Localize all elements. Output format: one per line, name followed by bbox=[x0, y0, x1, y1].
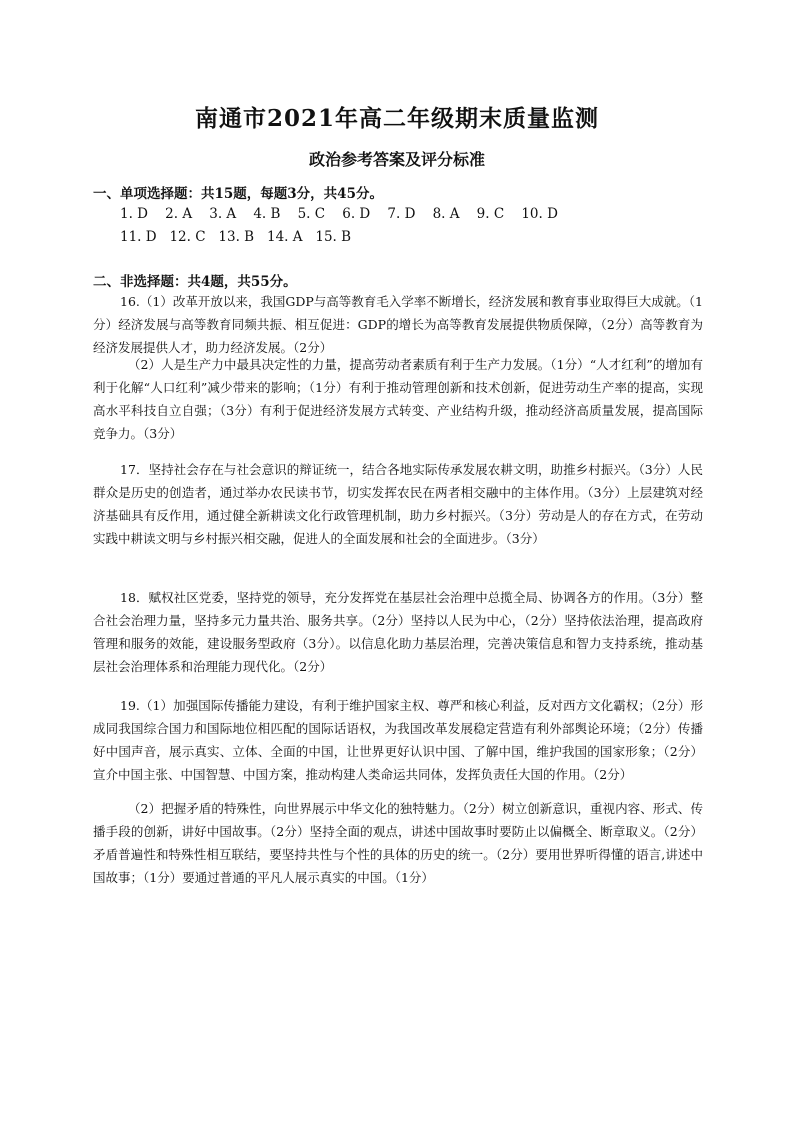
document-title: 南通市2021年高二年级期末质量监测 bbox=[194, 105, 599, 132]
mc-answers-row-2: 11. D 12. C 13. B 14. A 15. B bbox=[120, 229, 352, 245]
answer-q17: 17．坚持社会存在与社会意识的辩证统一，结合各地实际传承发展农耕文明，助推乡村振兴。（3分）人民群众是历史的创造者，通过举办农民读书节，切实发挥农民在两者相交融中的主体作用。（3分）上层建筑对经济基础具有反作用，通过健全新耕读文化行政管理机制，助力乡村振兴。（3分）劳动是人的存在方式，在劳动实践中耕读文明与乡村振兴相交融，促进人的全面发展和社会的全面进步。（3分） bbox=[93, 462, 703, 546]
document-subtitle: 政治参考答案及评分标准 bbox=[308, 150, 485, 169]
answer-q19-part1: 19.（1）加强国际传播能力建设，有利于维护国家主权、尊严和核心利益，反对西方文化霸权；（2分）形成同我国综合国力和国际地位相匹配的国际话语权，为我国改革发展稳定营造有利外部舆论环境；（2分）传播好中国声音，展示真实、立体、全面的中国，让世界更好认识中国、了解中国，维护我国的国家形象；（2分）宣介中国主张、中国智慧、中国方案，推动构建人类命运共同体，发挥负责任大国的作用。（2分） bbox=[93, 698, 703, 782]
answer-q16-part1: 16.（1）改革开放以来，我国GDP与高等教育毛入学率不断增长，经济发展和教育事业取得巨大成就。（1分）经济发展与高等教育同频共振、相互促进：GDP的增长为高等教育发展提供物质保障，（2分）高等教育为经济发展提供人才，助力经济发展。（2分） bbox=[93, 294, 703, 355]
section1-heading: 一、单项选择题：共15题，每题3分，共45分。 bbox=[93, 186, 383, 202]
answer-q19-part2: （2）把握矛盾的特殊性，向世界展示中华文化的独特魅力。（2分）树立创新意识，重视内容、形式、传播手段的创新，讲好中国故事。（2分）坚持全面的观点，讲述中国故事时要防止以偏概全、断章取义。（2分）矛盾普遍性和特殊性相互联结，要坚持共性与个性的具体的历史的统一。（2分）要用世界听得懂的语言,讲述中国故事；（1分）要通过普通的平凡人展示真实的中国。（1分） bbox=[93, 801, 703, 885]
answer-q16-part2: （2）人是生产力中最具决定性的力量，提高劳动者素质有利于生产力发展。（1分）“人才红利”的增加有利于化解“人口红利”减少带来的影响；（1分）有利于推动管理创新和技术创新，促进劳动生产率的提高，实现高水平科技自立自强；（3分）有利于促进经济发展方式转变、产业结构升级，推动经济高质量发展，提高国际竞争力。（3分） bbox=[93, 357, 703, 441]
mc-answers-row-1: 1. D 2. A 3. A 4. B 5. C 6. D 7. D 8. A 9. C 10. D bbox=[120, 206, 558, 222]
answer-q18: 18．赋权社区党委，坚持党的领导，充分发挥党在基层社会治理中总揽全局、协调各方的作用。（3分）整合社会治理力量，坚持多元力量共治、服务共享。（2分）坚持以人民为中心，（2分）坚持依法治理，提高政府管理和服务的效能，建设服务型政府（3分）。以信息化助力基层治理，完善决策信息和智力支持系统，推动基层社会治理体系和治理能力现代化。（2分） bbox=[93, 590, 703, 674]
section2-heading: 二、非选择题：共4题，共55分。 bbox=[93, 274, 297, 290]
